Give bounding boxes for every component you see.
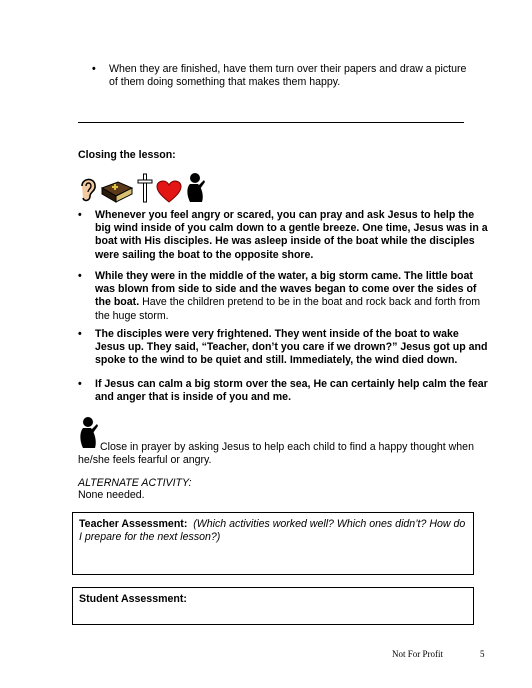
closing-bullet-bold-text: The disciples were very frightened. They went inside of the boat to wake Jesus up. They said, “Teacher, don’t you care if we drown?” Jesus got up and spoke to the wind to be quiet and still. Immediately, the wind died down. bbox=[95, 328, 488, 367]
teacher-assessment-label: Teacher Assessment: bbox=[79, 518, 188, 530]
page-number: 5 bbox=[480, 649, 485, 659]
closing-bullet bbox=[78, 209, 488, 262]
closing-bullet bbox=[78, 270, 488, 323]
ear-icon bbox=[78, 174, 98, 204]
activity-bullet-text: When they are finished, have them turn over their papers and draw a picture of them doing something that makes them happy. bbox=[109, 63, 467, 89]
praying-child-icon bbox=[184, 172, 206, 204]
footer-note: Not For Profit bbox=[392, 649, 444, 659]
cross-icon bbox=[136, 172, 154, 204]
closing-bullet-bold-text: If Jesus can calm a big storm over the sea, He can certainly help calm the fear and anger that is inside of you and me. bbox=[95, 378, 488, 404]
bullet-marker: • bbox=[78, 270, 82, 282]
closing-bullet bbox=[78, 378, 488, 404]
bullet-marker: • bbox=[78, 378, 82, 390]
student-assessment-label: Student Assessment: bbox=[79, 593, 187, 605]
teacher-assessment-box[interactable] bbox=[72, 512, 474, 575]
bullet-marker: • bbox=[78, 209, 82, 221]
closing-bullet-text: Have the children pretend to be in the boat and rock back and forth from the huge storm. bbox=[95, 296, 481, 322]
closing-bullet bbox=[78, 328, 488, 368]
closing-bullet-bold-text: While they were in the middle of the water, a big storm came. The little boat was blown from side to side and the waves began to come over the sides of the boat. bbox=[95, 270, 477, 309]
icon-strip bbox=[78, 172, 206, 204]
heart-icon bbox=[156, 180, 182, 204]
closing-bullet-bold-text: Whenever you feel angry or scared, you can pray and ask Jesus to help the big wind inside of you calm down to a gentle breeze. One time, Jesus was in a boat with His disciples. He was asleep inside of the boat while the disciples were sailing the boat to the opposite shore. bbox=[95, 209, 488, 261]
alternate-activity-text: None needed. bbox=[78, 489, 145, 501]
section-divider bbox=[78, 122, 464, 123]
student-assessment-box[interactable] bbox=[72, 587, 474, 625]
closing-heading: Closing the lesson: bbox=[78, 149, 176, 161]
teacher-assessment-prompt: (Which activities worked well? Which ones didn’t? How do I prepare for the next lesson?) bbox=[79, 518, 466, 544]
prayer-text: Close in prayer by asking Jesus to help each child to find a happy thought when he/she feels fearful or angry. bbox=[78, 441, 474, 467]
bullet-marker: • bbox=[78, 328, 82, 340]
alternate-activity-title: ALTERNATE ACTIVITY: bbox=[78, 477, 192, 489]
bible-icon bbox=[100, 178, 134, 204]
bullet-marker: • bbox=[92, 63, 96, 75]
activity-bullet bbox=[92, 63, 477, 89]
